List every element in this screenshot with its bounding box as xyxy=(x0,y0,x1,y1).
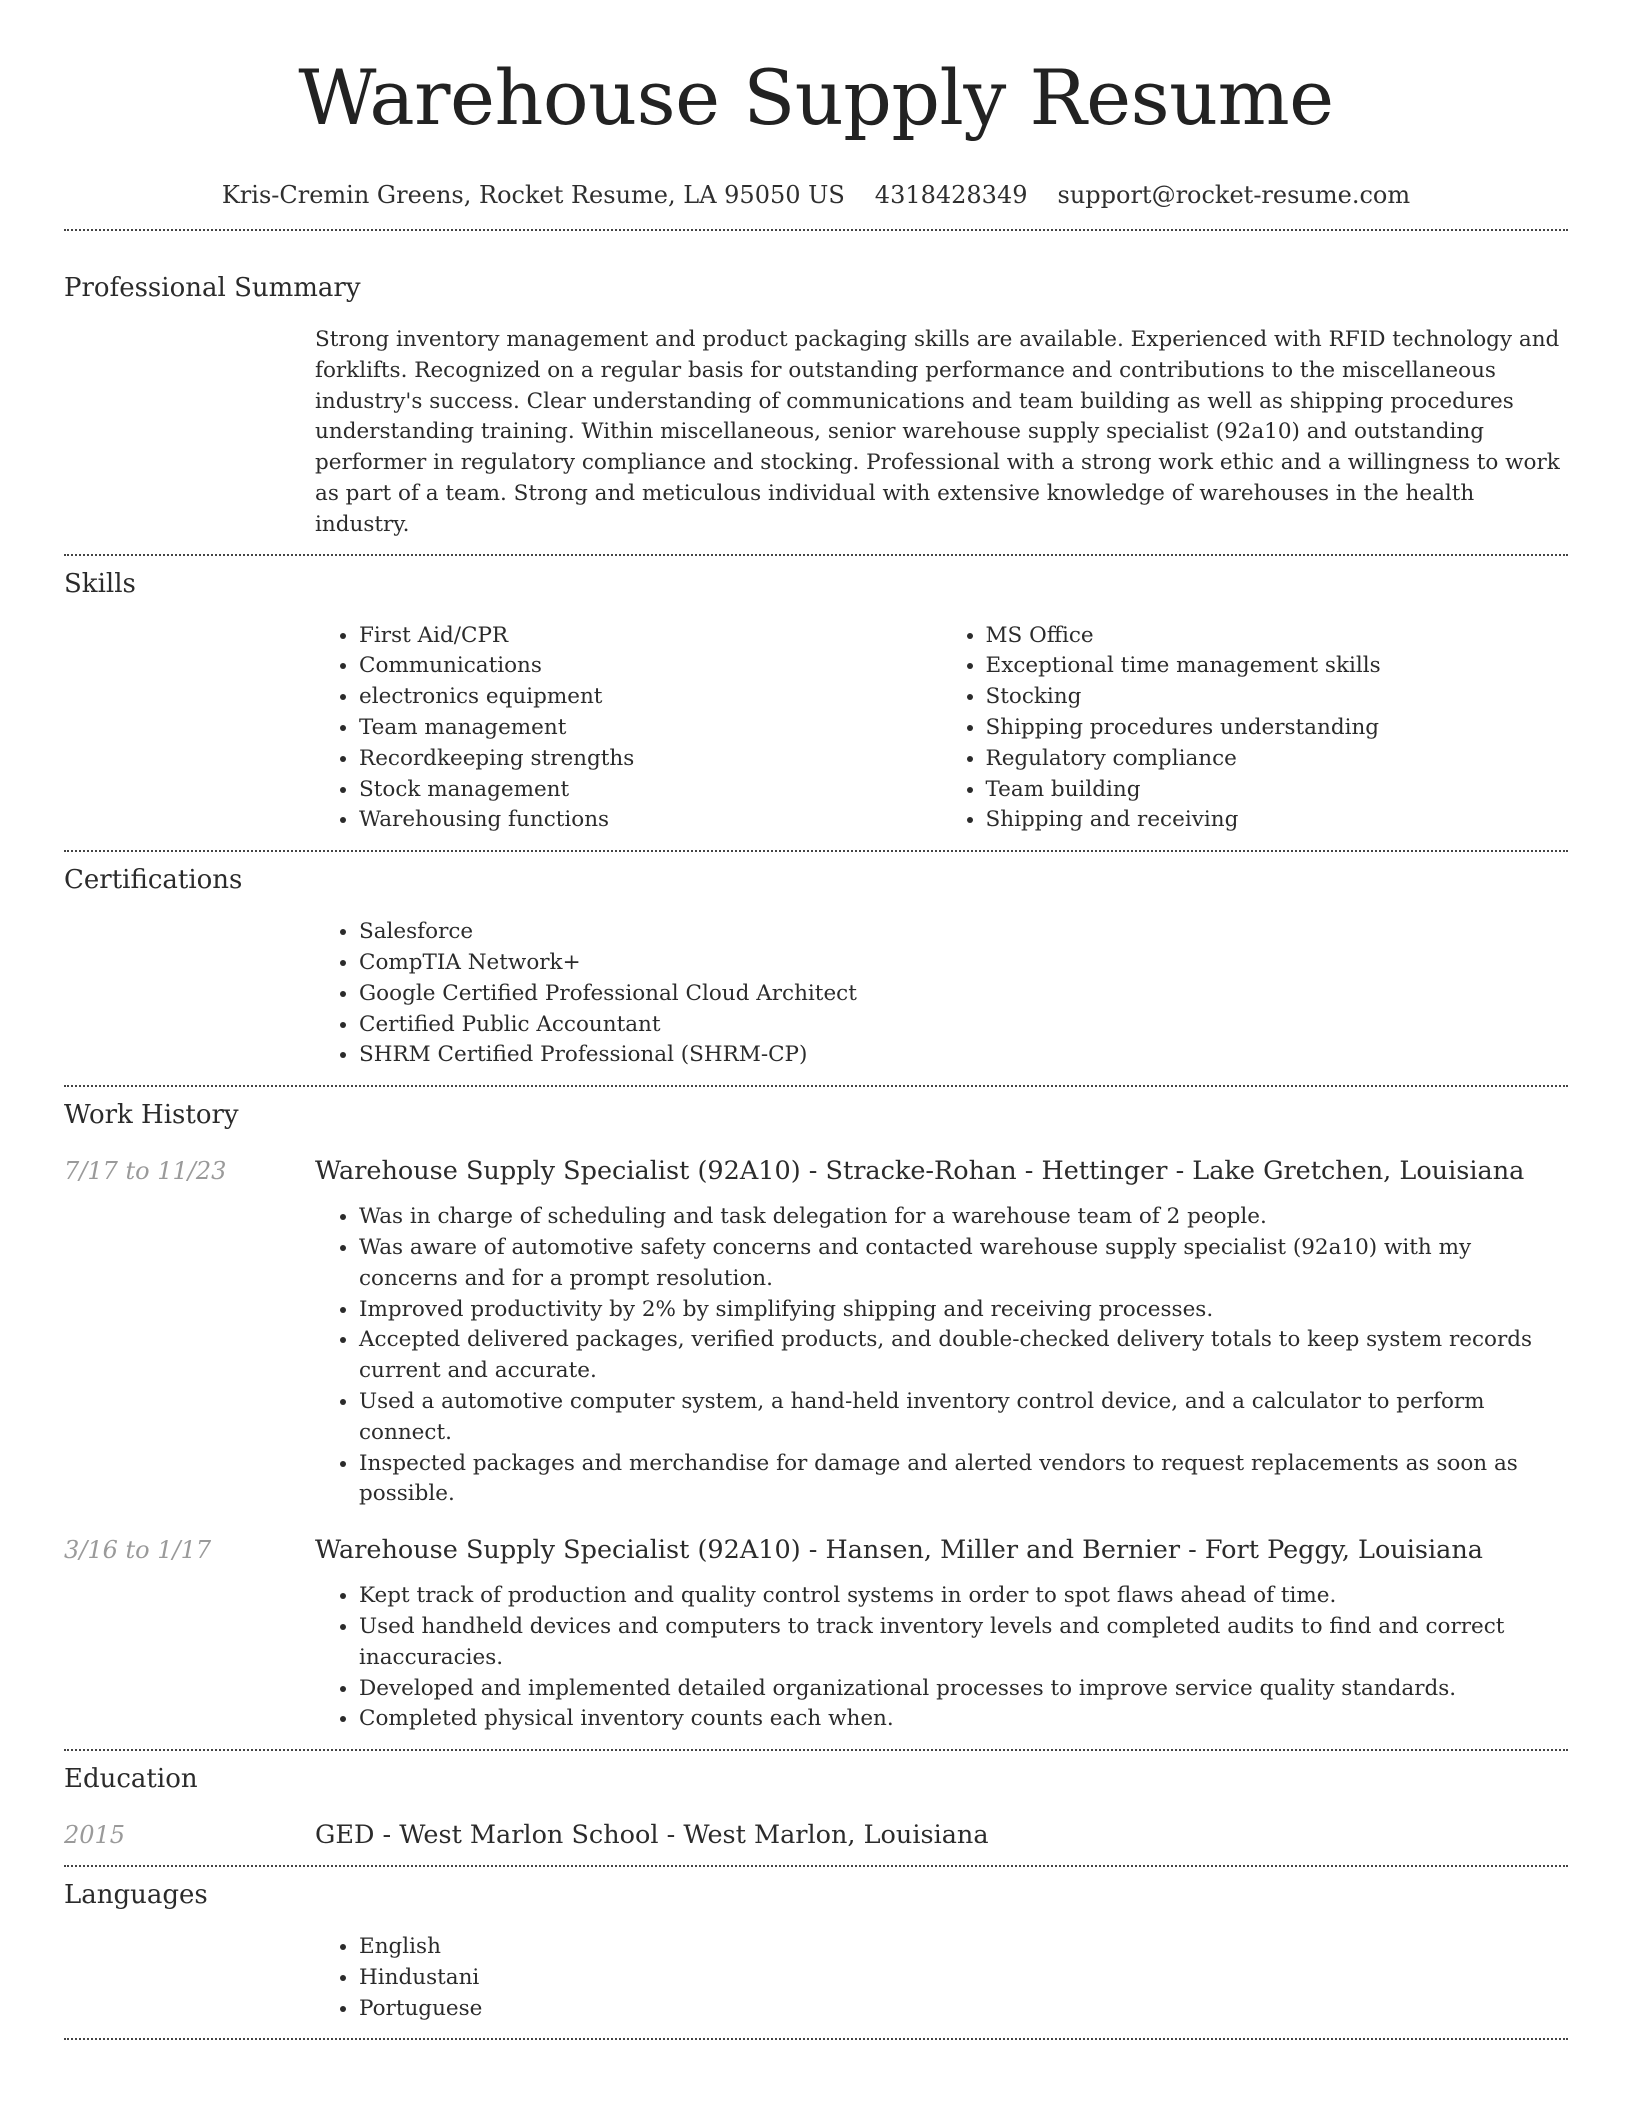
list-item: • Team management xyxy=(359,713,942,744)
list-item: • Was aware of automotive safety concerns and contacted warehouse supply specialist (92a10) with my concerns and for a prompt resolution. xyxy=(359,1233,1568,1295)
skills-column-left xyxy=(315,621,942,837)
section-heading-summary: Professional Summary xyxy=(64,273,361,303)
list-item: • Used handheld devices and computers to track inventory levels and completed audits to find and correct inaccuracies. xyxy=(359,1612,1568,1674)
divider xyxy=(64,1865,1568,1867)
list-item: • Developed and implemented detailed organizational processes to improve service quality standards. xyxy=(359,1674,1568,1705)
resume-page xyxy=(64,0,1568,2040)
job-dates: 7/17 to 11/23 xyxy=(64,1157,227,1186)
list-item: • Shipping procedures understanding xyxy=(986,713,1569,744)
list-item: • Regulatory compliance xyxy=(986,744,1569,775)
summary-text: Strong inventory management and product packaging skills are available. Experienced with RFID technology and forklifts. Recognized on a regular basis for outstanding performance and contributions to the miscellaneous industry's success. Clear understanding of communications and team building as well as shipping procedures understanding training. Within miscellaneous, senior warehouse supply specialist (92a10) and outstanding performer in regulatory compliance and stocking. Professional with a strong work ethic and a willingness to work as part of a team. Strong and meticulous individual with extensive knowledge of warehouses in the health industry. xyxy=(315,327,1560,537)
list-item: • Communications xyxy=(359,651,942,682)
list-item: • SHRM Certified Professional (SHRM-CP) xyxy=(359,1040,1568,1071)
section-heading-work: Work History xyxy=(64,1100,239,1131)
job-bullets xyxy=(315,1581,1568,1735)
job-title: Warehouse Supply Specialist (92A10) - Stracke-Rohan - Hettinger - Lake Gretchen, Louisiana xyxy=(315,1156,1525,1187)
divider xyxy=(64,1749,1568,1751)
contact-address: Kris-Cremin Greens, Rocket Resume, LA 95050 US xyxy=(221,181,845,209)
list-item: • Team building xyxy=(986,775,1569,806)
skills-section xyxy=(64,567,1568,837)
list-item: • Shipping and receiving xyxy=(986,805,1569,836)
certifications-section xyxy=(64,863,1568,1071)
list-item: • Was in charge of scheduling and task delegation for a warehouse team of 2 people. xyxy=(359,1202,1568,1233)
section-heading-skills: Skills xyxy=(64,568,136,599)
contact-email: support@rocket-resume.com xyxy=(1057,181,1411,209)
education-entry xyxy=(64,1818,1568,1852)
divider xyxy=(64,850,1568,852)
resume-title: Warehouse Supply Resume xyxy=(298,53,1334,142)
divider xyxy=(64,554,1568,556)
list-item: • Hindustani xyxy=(359,1963,1568,1994)
list-item: • Used a automotive computer system, a hand-held inventory control device, and a calculator to perform connect. xyxy=(359,1387,1568,1449)
list-item: • Improved productivity by 2% by simplifying shipping and receiving processes. xyxy=(359,1295,1568,1326)
section-heading-certifications: Certifications xyxy=(64,865,243,896)
divider xyxy=(64,229,1568,231)
list-item: • Completed physical inventory counts each when. xyxy=(359,1704,1568,1735)
education-title: GED - West Marlon School - West Marlon, Louisiana xyxy=(315,1820,989,1851)
list-item: • English xyxy=(359,1932,1568,1963)
job-title: Warehouse Supply Specialist (92A10) - Hansen, Miller and Bernier - Fort Peggy, Louisiana xyxy=(315,1535,1483,1566)
job-entry xyxy=(64,1533,1568,1735)
education-section xyxy=(64,1762,1568,1852)
list-item: • CompTIA Network+ xyxy=(359,948,1568,979)
list-item: • electronics equipment xyxy=(359,682,942,713)
list-item: • Warehousing functions xyxy=(359,805,942,836)
list-item: • Recordkeeping strengths xyxy=(359,744,942,775)
list-item: • Kept track of production and quality control systems in order to spot flaws ahead of time. xyxy=(359,1581,1568,1612)
languages-list xyxy=(315,1932,1568,2024)
divider xyxy=(64,2038,1568,2040)
skills-list xyxy=(315,621,1568,837)
list-item: • Accepted delivered packages, verified products, and double-checked delivery totals to keep system records current and accurate. xyxy=(359,1325,1568,1387)
list-item: • Google Certified Professional Cloud Architect xyxy=(359,979,1568,1010)
section-heading-languages: Languages xyxy=(64,1880,208,1911)
list-item: • Salesforce xyxy=(359,917,1568,948)
contact-phone: 4318428349 xyxy=(874,181,1028,209)
job-bullets xyxy=(315,1202,1568,1510)
list-item: • Stocking xyxy=(986,682,1569,713)
work-section xyxy=(64,1098,1568,1735)
certifications-list xyxy=(315,917,1568,1071)
education-year: 2015 xyxy=(64,1821,126,1850)
list-item: • Exceptional time management skills xyxy=(986,651,1569,682)
job-entry xyxy=(64,1154,1568,1510)
skills-column-right xyxy=(942,621,1569,837)
list-item: • MS Office xyxy=(986,621,1569,652)
job-dates: 3/16 to 1/17 xyxy=(64,1536,212,1565)
contact-line xyxy=(64,178,1568,212)
summary-body xyxy=(315,325,1568,541)
summary-section xyxy=(64,271,1568,541)
languages-section xyxy=(64,1878,1568,2024)
divider xyxy=(64,1085,1568,1087)
list-item: • Stock management xyxy=(359,775,942,806)
list-item: • Certified Public Accountant xyxy=(359,1010,1568,1041)
section-heading-education: Education xyxy=(64,1764,198,1795)
list-item: • Inspected packages and merchandise for damage and alerted vendors to request replacements as soon as possible. xyxy=(359,1449,1568,1511)
list-item: • Portuguese xyxy=(359,1994,1568,2025)
list-item: • First Aid/CPR xyxy=(359,621,942,652)
